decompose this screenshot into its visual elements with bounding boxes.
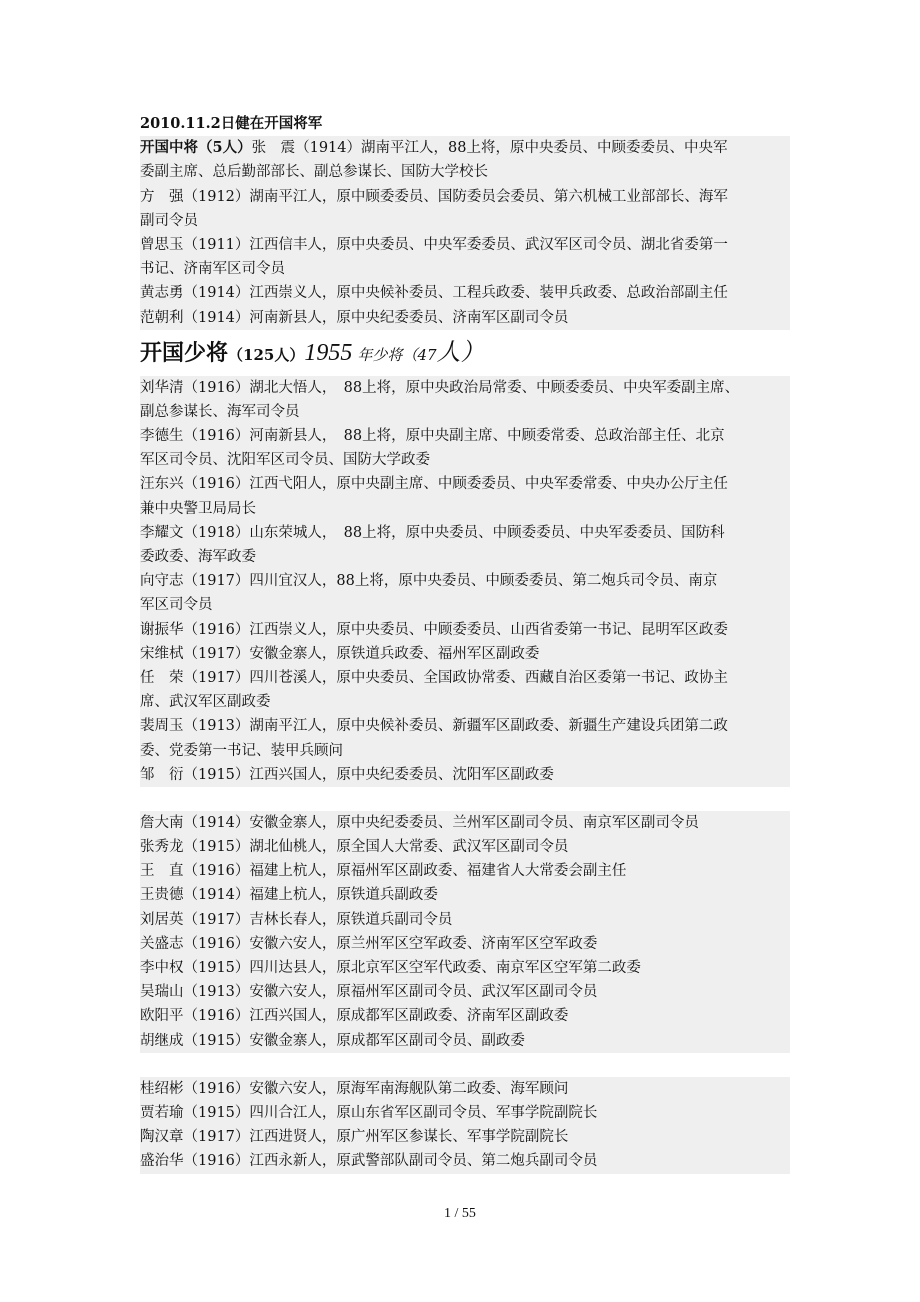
text-line: 副总参谋长、海军司令员 xyxy=(140,400,790,424)
text-line: 刘居英（1917）吉林长春人，原铁道兵副司令员 xyxy=(140,908,790,932)
text-line: 曾思玉（1911）江西信丰人，原中央委员、中央军委委员、武汉军区司令员、湖北省委第一 xyxy=(140,233,790,257)
text-line: 委政委、海军政委 xyxy=(140,545,790,569)
section-heading xyxy=(140,330,790,376)
text-line: 裴周玉（1913）湖南平江人，原中央候补委员、新疆军区副政委、新疆生产建设兵团第二政 xyxy=(140,714,790,738)
text-line: 副司令员 xyxy=(140,209,790,233)
heading-year: 1955 xyxy=(304,339,353,366)
text-line: 盛治华（1916）江西永新人，原武警部队副司令员、第二炮兵副司令员 xyxy=(140,1149,790,1173)
heading-count: （125人） xyxy=(228,345,305,364)
text-line: 谢振华（1916）江西崇义人，原中央委员、中顾委委员、山西省委第一书记、昆明军区政委 xyxy=(140,618,790,642)
text-line: 黄志勇（1914）江西崇义人，原中央候补委员、工程兵政委、装甲兵政委、总政治部副主任 xyxy=(140,281,790,305)
blank-line xyxy=(140,1053,790,1077)
text-line: 委、党委第一书记、装甲兵顾问 xyxy=(140,739,790,763)
text-line: 桂绍彬（1916）安徽六安人，原海军南海舰队第二政委、海军顾问 xyxy=(140,1077,790,1101)
text-line: 李耀文（1918）山东荣城人， 88上将，原中央委员、中顾委委员、中央军委委员、国防科 xyxy=(140,521,790,545)
text-line: 邹 衍（1915）江西兴国人，原中央纪委委员、沈阳军区副政委 xyxy=(140,763,790,787)
text-line: 吴瑞山（1913）安徽六安人，原福州军区副司令员、武汉军区副司令员 xyxy=(140,980,790,1004)
heading-paren-close: 人） xyxy=(436,339,485,366)
text-line: 范朝利（1914）河南新县人，原中央纪委委员、济南军区副司令员 xyxy=(140,306,790,330)
text-line: 席、武汉军区副政委 xyxy=(140,690,790,714)
blank-line xyxy=(140,787,790,811)
page-title: 2010.11.2日健在开国将军 xyxy=(140,115,323,132)
text-line: 李德生（1916）河南新县人， 88上将，原中央副主席、中顾委常委、总政治部主任、北京 xyxy=(140,424,790,448)
document-body xyxy=(140,112,790,1174)
text-line: 王贵德（1914）福建上杭人，原铁道兵副政委 xyxy=(140,883,790,907)
text-line: 委副主席、总后勤部部长、副总参谋长、国防大学校长 xyxy=(140,160,790,184)
section-label: 开国中将（5人） xyxy=(140,139,252,157)
text-line: 汪东兴（1916）江西弋阳人，原中央副主席、中顾委委员、中央军委常委、中央办公厅主任 xyxy=(140,472,790,496)
shaojiang-group-3 xyxy=(140,1077,790,1174)
text-line xyxy=(140,136,790,160)
text-line: 欧阳平（1916）江西兴国人，原成都军区副政委、济南军区副政委 xyxy=(140,1004,790,1028)
shaojiang-group-1 xyxy=(140,376,790,787)
text-line: 宋维栻（1917）安徽金寨人，原铁道兵政委、福州军区副政委 xyxy=(140,642,790,666)
text-line: 詹大南（1914）安徽金寨人，原中央纪委委员、兰州军区副司令员、南京军区副司令员 xyxy=(140,811,790,835)
text-line: 方 强（1912）湖南平江人，原中顾委委员、国防委员会委员、第六机械工业部部长、海军 xyxy=(140,185,790,209)
entry-text: 张 震（1914）湖南平江人，88上将，原中央委员、中顾委委员、中央军 xyxy=(251,140,728,157)
zhongjiang-section xyxy=(140,136,790,330)
text-line: 向守志（1917）四川宜汉人，88上将，原中央委员、中顾委委员、第二炮兵司令员、南京 xyxy=(140,569,790,593)
text-line: 任 荣（1917）四川苍溪人，原中央委员、全国政协常委、西藏自治区委第一书记、政协主 xyxy=(140,666,790,690)
text-line: 刘华清（1916）湖北大悟人， 88上将，原中央政治局常委、中顾委委员、中央军委副主席、 xyxy=(140,376,790,400)
heading-main: 开国少将 xyxy=(140,340,229,366)
page-number: 1 / 55 xyxy=(444,1206,476,1221)
text-line: 兼中央警卫局局长 xyxy=(140,497,790,521)
text-line: 李中权（1915）四川达县人，原北京军区空军代政委、南京军区空军第二政委 xyxy=(140,956,790,980)
text-line: 王 直（1916）福建上杭人，原福州军区副政委、福建省人大常委会副主任 xyxy=(140,859,790,883)
text-line: 胡继成（1915）安徽金寨人，原成都军区副司令员、副政委 xyxy=(140,1029,790,1053)
text-line: 军区司令员 xyxy=(140,593,790,617)
text-line: 书记、济南军区司令员 xyxy=(140,257,790,281)
text-line: 军区司令员、沈阳军区司令员、国防大学政委 xyxy=(140,448,790,472)
heading-paren-open: （ xyxy=(402,345,418,364)
shaojiang-group-2 xyxy=(140,811,790,1053)
text-line: 关盛志（1916）安徽六安人，原兰州军区空军政委、济南军区空军政委 xyxy=(140,932,790,956)
heading-sub-count: 47 xyxy=(417,345,437,364)
text-line: 张秀龙（1915）湖北仙桃人，原全国人大常委、武汉军区副司令员 xyxy=(140,835,790,859)
heading-sub: 年少将 xyxy=(357,345,403,364)
text-line: 陶汉章（1917）江西进贤人，原广州军区参谋长、军事学院副院长 xyxy=(140,1125,790,1149)
text-line: 贾若瑜（1915）四川合江人，原山东省军区副司令员、军事学院副院长 xyxy=(140,1101,790,1125)
